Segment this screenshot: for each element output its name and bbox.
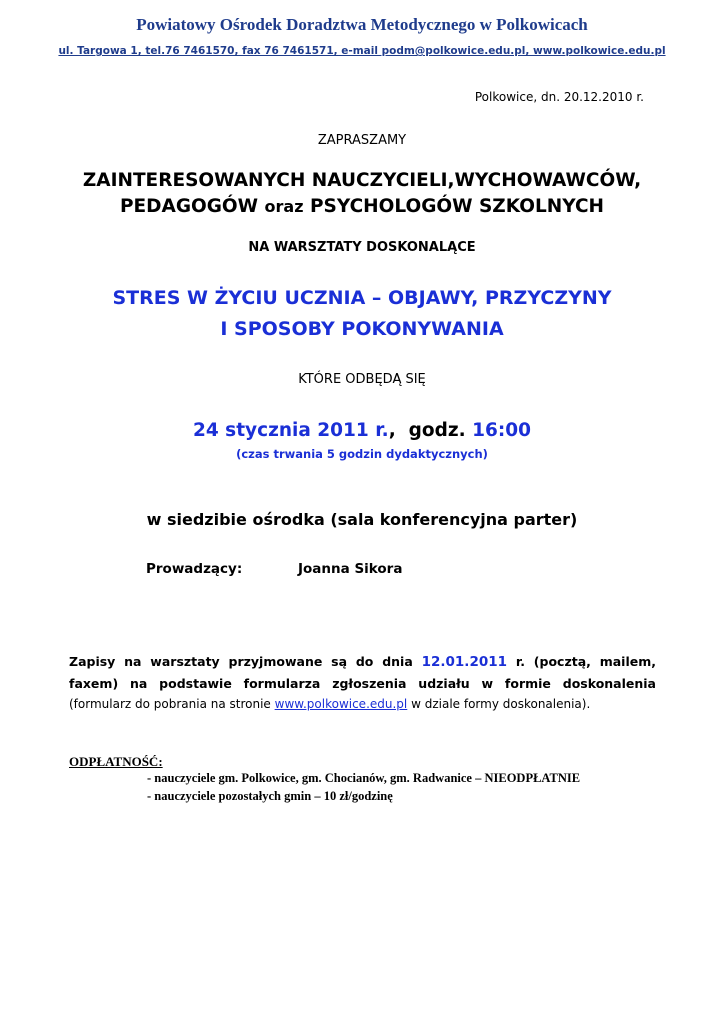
registration-text-1: Zapisy na warsztaty przyjmowane są do dnia xyxy=(69,654,422,669)
will-take-place: KTÓRE ODBĘDĄ SIĘ xyxy=(298,372,426,387)
registration-line-1 xyxy=(69,654,656,670)
workshop-type: NA WARSZTATY DOSKONALĄCE xyxy=(248,240,476,255)
org-name: Powiatowy Ośrodek Doradztwa Metodycznego w Polkowicach xyxy=(136,15,588,34)
host-label: Prowadzący: xyxy=(146,561,243,577)
audience-pedagogues: PEDAGOGÓW xyxy=(119,196,265,217)
audience-psychologists: PSYCHOLOGÓW SZKOLNYCH xyxy=(303,196,605,217)
event-time: 16:00 xyxy=(472,420,531,441)
registration-line-3 xyxy=(69,697,590,711)
place-date: Polkowice, dn. 20.12.2010 r. xyxy=(474,90,644,104)
audience-line-1: ZAINTERESOWANYCH NAUCZYCIELI,WYCHOWAWCÓW, xyxy=(82,170,642,191)
workshop-title-line-2: I SPOSOBY POKONYWANIA xyxy=(220,318,504,340)
fees-item-other: - nauczyciele pozostałych gmin – 10 zł/godzinę xyxy=(147,789,393,803)
event-date: 24 stycznia 2011 r. xyxy=(193,420,389,441)
audience-line-2 xyxy=(0,196,724,217)
registration-text-3b: w dziale formy doskonalenia). xyxy=(407,697,591,711)
registration-text-2: r. (pocztą, mailem, xyxy=(507,654,656,669)
registration-deadline: 12.01.2011 xyxy=(421,654,508,670)
workshop-title-line-1: STRES W ŻYCIU UCZNIA – OBJAWY, PRZYCZYNY xyxy=(112,287,612,309)
fees-heading: ODPŁATNOŚĆ: xyxy=(69,754,163,769)
website-link[interactable]: www.polkowice.edu.pl xyxy=(274,697,408,711)
event-duration: (czas trwania 5 godzin dydaktycznych) xyxy=(236,447,488,461)
invite-heading: ZAPRASZAMY xyxy=(317,133,407,148)
registration-line-2: faxem) na podstawie formularza zgłoszenia udziału w formie doskonalenia xyxy=(69,676,656,691)
host-name: Joanna Sikora xyxy=(298,561,403,577)
event-time-label: godz. xyxy=(408,420,466,441)
fees-item-local: - nauczyciele gm. Polkowice, gm. Chocianów, gm. Radwanice – NIEODPŁATNIE xyxy=(147,771,581,785)
event-location: w siedzibie ośrodka (sala konferencyjna parter) xyxy=(146,510,578,529)
registration-text-3a: (formularz do pobrania na stronie xyxy=(69,697,275,711)
event-date-time xyxy=(0,420,724,441)
audience-oraz: oraz xyxy=(264,197,304,216)
org-address-line: ul. Targowa 1, tel.76 7461570, fax 76 7461571, e-mail podm@polkowice.edu.pl, www.polkowice.edu.pl xyxy=(58,45,666,57)
event-date-comma: , xyxy=(388,420,396,441)
